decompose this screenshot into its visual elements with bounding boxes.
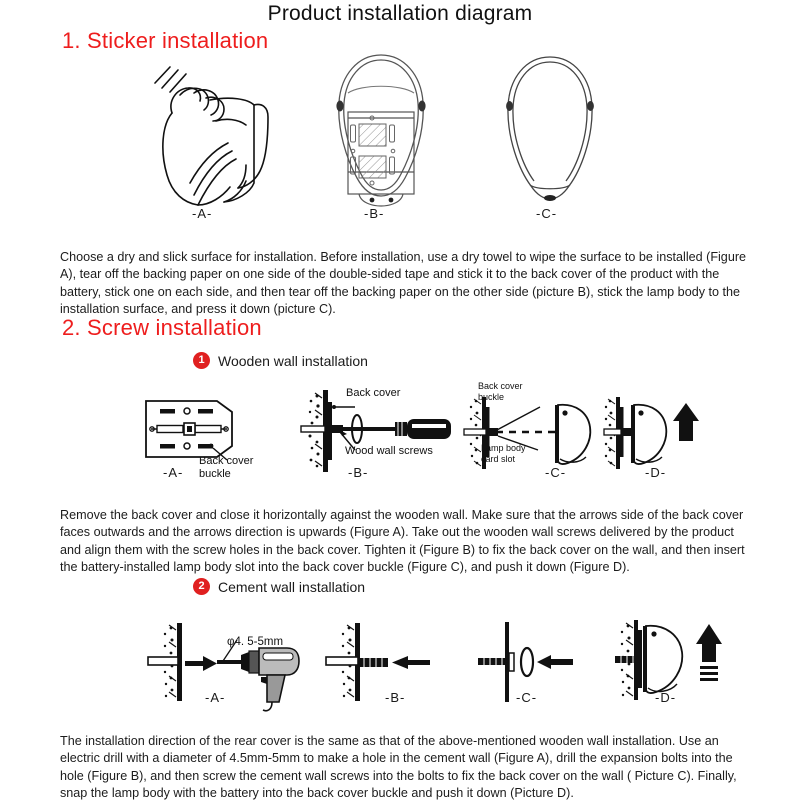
figure-label-sticker-b: -B- (364, 206, 385, 221)
callout-back-cover-buckle-a (199, 455, 253, 481)
figure-label-cement-b: -B- (385, 690, 406, 705)
figure-label-cement-d: -D- (655, 690, 677, 705)
figure-label-cement-a: -A- (205, 690, 226, 705)
figure-label-sticker-c: -C- (536, 206, 558, 221)
figure-label-wooden-a: -A- (163, 465, 184, 480)
callout-drill-diameter: φ4. 5-5mm (227, 636, 284, 648)
figure-lamp-back-cover-with-tape (325, 52, 437, 207)
section-title-screw-installation: 2. Screw installation (62, 315, 262, 340)
callout-back-cover-buckle-c (478, 381, 523, 402)
figure-lamp-pushed-down-wooden (600, 395, 705, 473)
callout-text-lamp-body: Lamp body (481, 443, 526, 453)
section-title-sticker-installation: 1. Sticker installation (62, 28, 269, 53)
paragraph-cement-wall-installation: The installation direction of the rear cover is the same as that of the above-mentioned wooden wall installation. Use an electric drill with a diameter of 4.5mm-5mm to make a hole in the cement wall (Figure A), drill the expansion bolts into the hole (Figure B), and then screw the cement wall screws into the bolts to fix the back cover on the wall ( Picture C). Finally, snap the lamp body with the battery into the back cover buckle and push it down (Picture D). (60, 733, 737, 801)
subheading-wooden-wall-installation (193, 352, 368, 369)
page-title: Product installation diagram (267, 2, 533, 25)
callout-text-buckle-c: buckle (478, 391, 505, 402)
callout-text-back-cover-c: Back cover (478, 381, 523, 391)
subheading-cement-wall-installation (193, 578, 365, 595)
figure-label-sticker-a: -A- (192, 206, 213, 221)
callout-text-back-cover-a: Back cover (199, 455, 254, 467)
figure-label-wooden-c: -C- (545, 465, 567, 480)
figure-screw-into-bolt (475, 620, 605, 705)
callout-wood-wall-screws: Wood wall screws (345, 445, 433, 457)
callout-text-buckle-a: buckle (199, 468, 231, 480)
number-badge-two: 2 (193, 578, 210, 595)
subheading-label-cement: Cement wall installation (218, 578, 366, 595)
figure-back-cover-front-view (143, 398, 235, 460)
number-badge-one: 1 (193, 352, 210, 369)
figure-wipe-surface-with-towel (150, 55, 285, 210)
figure-lamp-pressed-on-surface (495, 52, 605, 207)
callout-text-card-slot: card slot (481, 453, 516, 464)
subheading-label-wooden: Wooden wall installation (218, 352, 368, 369)
figure-label-wooden-d: -D- (645, 465, 667, 480)
callout-back-cover-b: Back cover (346, 387, 401, 399)
figure-electric-drill-making-hole (145, 620, 310, 705)
callout-lamp-body-card-slot (481, 443, 526, 464)
figure-label-wooden-b: -B- (348, 465, 369, 480)
figure-label-cement-c: -C- (516, 690, 538, 705)
paragraph-sticker-installation: Choose a dry and slick surface for installation. Before installation, use a dry towel to wipe the surface to be installed (Figure A), tear off the backing paper on one side of the double-sided tape and stick it to the back cover of the product with the battery, stick one on each side, and then tear off the backing paper on the other side (picture B), stick the lamp body to the installation surface, and press it down (picture C). (60, 249, 747, 317)
paragraph-wooden-wall-installation: Remove the back cover and close it horizontally against the wooden wall. Make sure that the arrows side of the back cover faces outwards and the arrows direction is upwards (Figure A). Take out the wooden wall screws delivered by the product and align them with the screw holes in the back cover. Tighten it (Figure B) to fix the back cover on the wall, and then insert the battery-installed lamp body slot into the back cover buckle (Figure C), and push it down (Figure D). (60, 507, 745, 575)
